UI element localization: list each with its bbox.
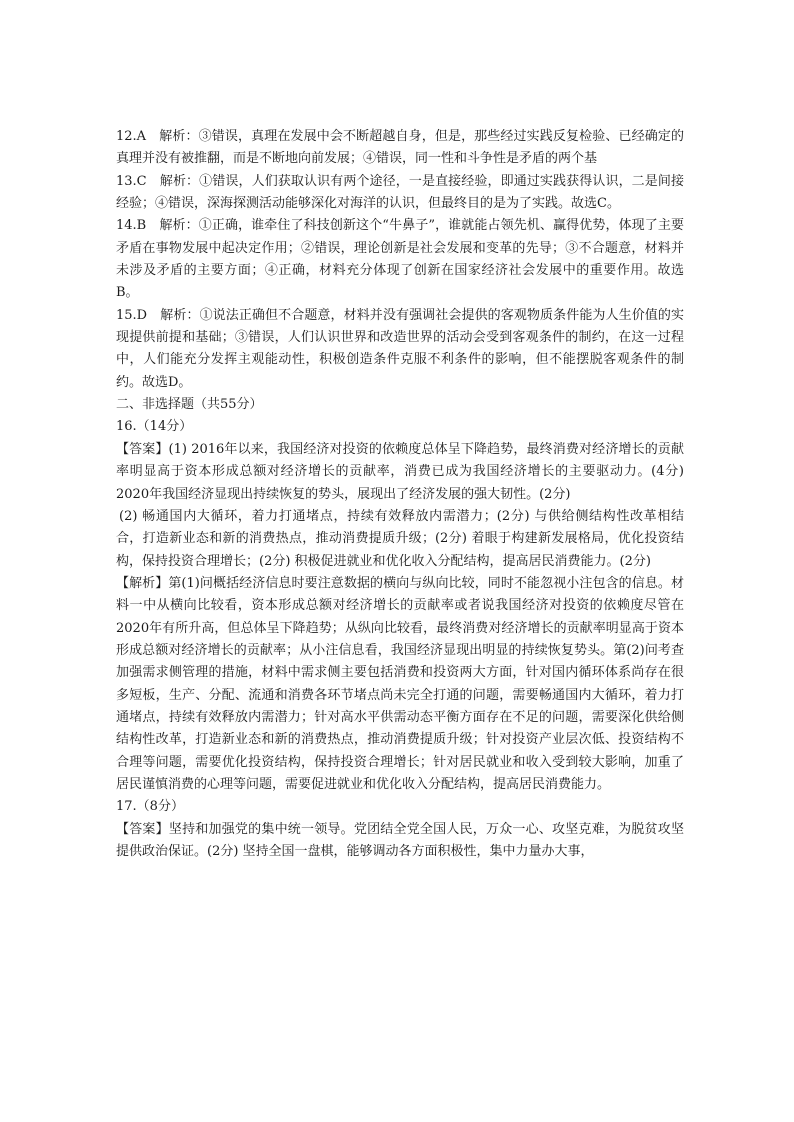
document-page <box>116 126 684 863</box>
answer-16-part-2: (2) 畅通国内大循环，着力打通堵点，持续有效释放内需潜力；(2分) 与供给侧结构性改革相结合，打造新业态和新的消费热点，推动消费提质升级；(2分) 着眼于构建新发展格局，优化投资结构，保持投资合理增长；(2分) 积极促进就业和优化收入分配结构，提高居民消费能力。(2分) <box>116 508 684 569</box>
answer-14: 14.B 解析：①正确，谁牵住了科技创新这个“牛鼻子”，谁就能占领先机、赢得优势，体现了主要矛盾在事物发展中起决定作用；②错误，理论创新是社会发展和变革的先导；③不合题意，材料并未涉及矛盾的主要方面；④正确，材料充分体现了创新在国家经济社会发展中的重要作用。故选B。 <box>116 218 684 301</box>
answer-16-part-1: 【答案】(1) 2016年以来，我国经济对投资的依赖度总体呈下降趋势，最终消费对经济增长的贡献率明显高于资本形成总额对经济增长的贡献率，消费已成为我国经济增长的主要驱动力。(4分) 2020年我国经济显现出持续恢复的势头，展现出了经济发展的强大韧性。(2分) <box>116 441 684 502</box>
answer-13: 13.C 解析：①错误，人们获取认识有两个途径，一是直接经验，即通过实践获得认识，二是间接经验；④错误，深海探测活动能够深化对海洋的认识，但最终目的是为了实践。故选C。 <box>116 173 684 212</box>
answer-17: 【答案】坚持和加强党的集中统一领导。党团结全党全国人民，万众一心、攻坚克难，为脱贫攻坚提供政治保证。(2分) 坚持全国一盘棋，能够调动各方面积极性，集中力量办大事， <box>116 821 684 859</box>
analysis-16: 【解析】第(1)问概括经济信息时要注意数据的横向与纵向比较，同时不能忽视小注包含的信息。材料一中从横向比较看，资本形成总额对经济增长的贡献率或者说我国经济对投资的依赖度尽管在2020年有所升高，但总体呈下降趋势；从纵向比较看，最终消费对经济增长的贡献率明显高于资本形成总额对经济增长的贡献率；从小注信息看，我国经济显现出明显的持续恢复势头。第(2)问考查加强需求侧管理的措施，材料中需求侧主要包括消费和投资两大方面，针对国内循环体系尚存在很多短板，生产、分配、流通和消费各环节堵点尚未完全打通的问题，需要畅通国内大循环，着力打通堵点，持续有效释放内需潜力；针对高水平供需动态平衡方面存在不足的问题，需要深化供给侧结构性改革，打造新业态和新的消费热点，推动消费提质升级；针对投资产业层次低、投资结构不合理等问题，需要优化投资结构，保持投资合理增长；针对居民就业和收入受到较大影响，加重了居民谨慎消费的心理等问题，需要促进就业和优化收入分配结构，提高居民消费能力。 <box>116 575 684 792</box>
question-17-heading: 17.（8分） <box>116 799 184 815</box>
answer-15: 15.D 解析：①说法正确但不合题意，材料并没有强调社会提供的客观物质条件能为人生价值的实现提供前提和基础；③错误，人们认识世界和改造世界的活动会受到客观条件的制约，在这一过程中，人们能充分发挥主观能动性，积极创造条件克服不利条件的影响，但不能摆脱客观条件的制约。故选D。 <box>116 307 684 390</box>
section-heading-non-choice: 二、非选择题（共55分） <box>116 397 263 413</box>
answer-12: 12.A 解析：③错误，真理在发展中会不断超越自身，但是，那些经过实践反复检验、已经确定的真理并没有被推翻，而是不断地向前发展；④错误，同一性和斗争性是矛盾的两个基 <box>116 129 684 167</box>
question-16-heading: 16.（14分） <box>116 419 193 435</box>
